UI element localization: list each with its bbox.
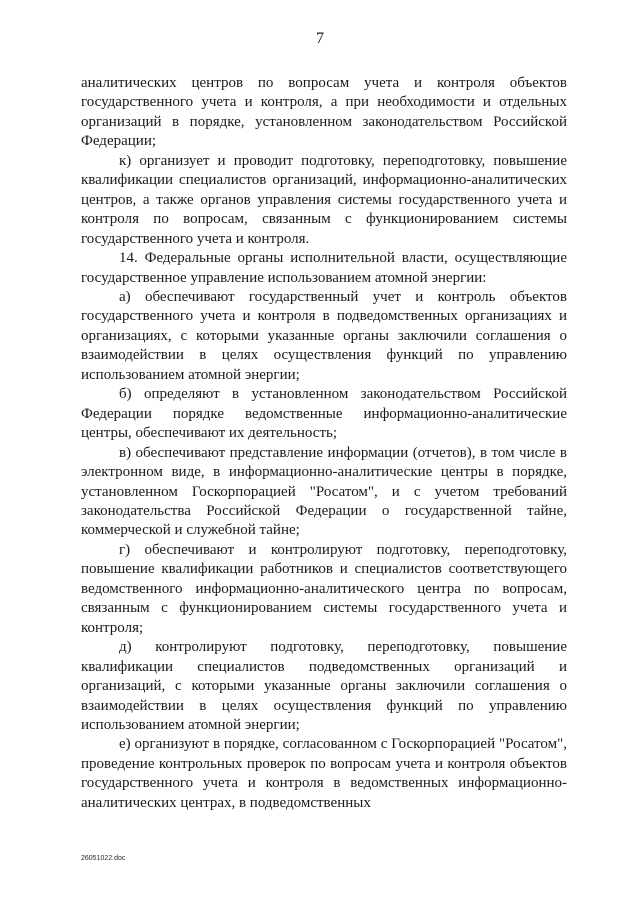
document-file-code: 26051022.doc xyxy=(81,855,126,862)
paragraph-item-e: е) организуют в порядке, согласованном с Госкорпорацией "Росатом", проведение контрольных проверок по вопросам учета и контроля объектов государственного учета и контроля в ведомственных информационно-аналитических центрах, в подведомственных xyxy=(81,736,567,811)
document-body xyxy=(81,74,567,813)
paragraph-continuation: аналитических центров по вопросам учета и контроля объектов государственного учета и контроля, а при необходимости и отдельных организаций в порядке, установленном законодательством Российской Федерации; xyxy=(81,75,567,150)
paragraph-section-14: 14. Федеральные органы исполнительной власти, осуществляющие государственное управление использованием атомной энергии: xyxy=(81,250,567,286)
paragraph-item-v: в) обеспечивают представление информации (отчетов), в том числе в электронном виде, в информационно-аналитические центры в порядке, установленном Госкорпорацией "Росатом", и с учетом требований законодательства Российской Федерации о государственной тайне, коммерческой и служебной тайне; xyxy=(81,444,567,539)
paragraph-item-g: г) обеспечивают и контролируют подготовку, переподготовку, повышение квалификации работников и специалистов соответствующего ведомственного информационно-аналитического центра по вопросам, связанным с функционированием системы государственного учета и контроля; xyxy=(81,541,567,636)
paragraph-item-d: д) контролируют подготовку, переподготовку, повышение квалификации специалистов подведомственных организаций и организаций, с которыми указанные органы заключили соглашения о взаимодействии в целях осуществления функций по управлению использованием атомной энергии; xyxy=(81,639,567,733)
paragraph-item-a: а) обеспечивают государственный учет и контроль объектов государственного учета и контроля в подведомственных организациях и организациях, с которыми указанные органы заключили соглашения о взаимодействии в целях осуществления функций по управлению использованием атомной энергии; xyxy=(81,288,567,383)
paragraph-item-b: б) определяют в установленном законодательством Российской Федерации порядке ведомственные информационно-аналитические центры, обеспечивают их деятельность; xyxy=(81,386,567,442)
page-number: 7 xyxy=(316,30,324,47)
paragraph-item-k: к) организует и проводит подготовку, переподготовку, повышение квалификации специалистов организаций, информационно-аналитических центров, а также органов управления системы государственного учета и контроля по вопросам, связанным с функционированием системы государственного учета и контроля. xyxy=(81,152,567,247)
